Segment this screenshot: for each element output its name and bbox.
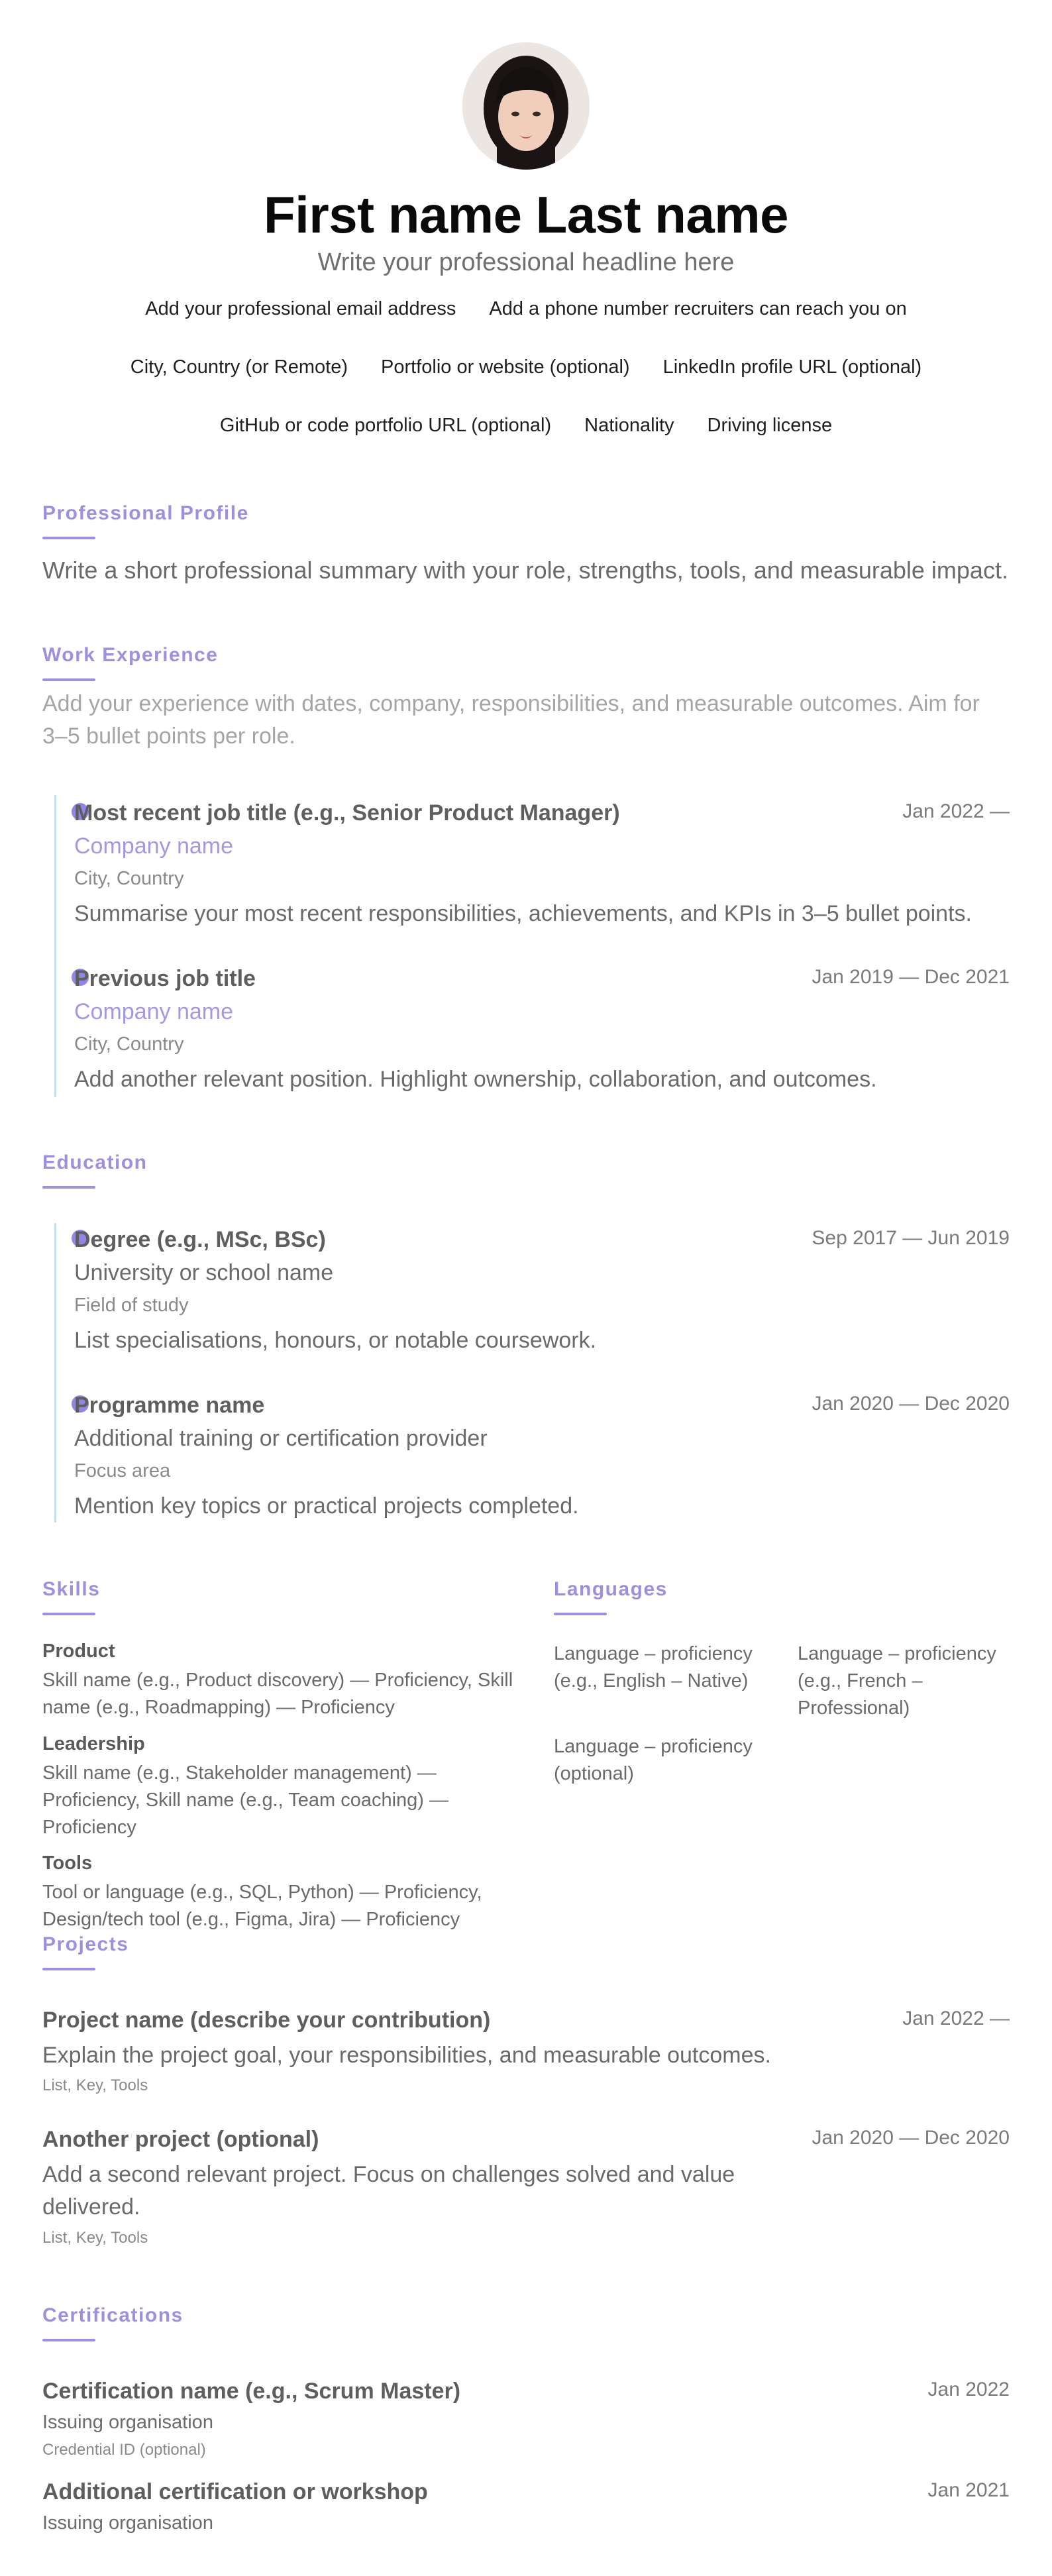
section-title-languages: Languages <box>554 1578 668 1600</box>
timeline-line <box>54 1223 56 1523</box>
skill-category-tools: Tools <box>42 1852 93 1874</box>
education-description: Mention key topics or practical projects completed. <box>74 1493 579 1519</box>
programme-title: Programme name <box>74 1393 265 1418</box>
section-divider <box>554 1613 607 1615</box>
avatar[interactable] <box>462 42 590 170</box>
focus-area: Focus area <box>74 1460 171 1481</box>
profile-summary[interactable]: Write a short professional summary with your role, strengths, tools, and measurable impact. <box>42 557 1008 584</box>
degree-title: Degree (e.g., MSc, BSc) <box>74 1227 326 1252</box>
field-of-study: Field of study <box>74 1295 189 1316</box>
company-name: Company name <box>74 833 234 859</box>
job-description: Summarise your most recent responsibilities, achievements, and KPIs in 3–5 bullet points. <box>74 901 972 926</box>
skill-list-tools[interactable]: Tool or language (e.g., SQL, Python) — Proficiency, Design/tech tool (e.g., Figma, Jira) — Proficiency <box>42 1882 482 1931</box>
language-item[interactable]: Language – proficiency (optional) <box>554 1736 753 1785</box>
job-location: City, Country <box>74 1034 184 1055</box>
contact-row-1 <box>0 298 1052 320</box>
phone-field[interactable]: Add a phone number recruiters can reach you on <box>489 298 907 319</box>
language-item[interactable]: Language – proficiency (e.g., English – Native) <box>554 1643 753 1692</box>
education-dates: Jan 2020 — Dec 2020 <box>812 1393 1010 1415</box>
section-title-experience: Work Experience <box>42 644 219 666</box>
project-title: Another project (optional) <box>42 2127 319 2152</box>
project-dates: Jan 2022 — <box>902 2008 1010 2029</box>
job-dates: Jan 2022 — <box>902 800 1010 822</box>
job-title: Most recent job title (e.g., Senior Product Manager) <box>74 800 620 826</box>
skill-category-leadership: Leadership <box>42 1733 145 1754</box>
project-dates: Jan 2020 — Dec 2020 <box>812 2127 1010 2149</box>
company-name: Company name <box>74 999 234 1024</box>
education-description: List specialisations, honours, or notable coursework. <box>74 1328 597 1353</box>
language-item[interactable]: Language – proficiency (e.g., French – Professional) <box>798 1643 996 1719</box>
credential-id: Credential ID (optional) <box>42 2441 206 2459</box>
professional-headline: Write your professional headline here <box>317 248 735 276</box>
linkedin-link[interactable]: LinkedIn profile URL (optional) <box>662 356 922 378</box>
experience-intro: Add your experience with dates, company, responsibilities, and measurable outcomes. Aim for 3–5 bullet points per role. <box>42 691 980 749</box>
job-description: Add another relevant position. Highlight ownership, collaboration, and outcomes. <box>74 1067 877 1092</box>
education-dates: Sep 2017 — Jun 2019 <box>812 1227 1010 1249</box>
project-title: Project name (describe your contribution) <box>42 2008 491 2033</box>
project-tags: List, Key, Tools <box>42 2229 148 2247</box>
certification-title: Additional certification or workshop <box>42 2479 428 2504</box>
job-title: Previous job title <box>74 966 256 991</box>
project-description: Explain the project goal, your responsibilities, and measurable outcomes. <box>42 2043 771 2068</box>
institution-name: University or school name <box>74 1260 334 1285</box>
section-divider <box>42 1186 95 1189</box>
full-name: First name Last name <box>264 186 788 244</box>
portfolio-link[interactable]: Portfolio or website (optional) <box>381 356 630 378</box>
section-divider <box>42 678 95 681</box>
issuing-organisation: Issuing organisation <box>42 2512 213 2534</box>
section-divider <box>42 537 95 539</box>
certification-title: Certification name (e.g., Scrum Master) <box>42 2379 461 2404</box>
section-divider <box>42 2339 95 2341</box>
project-tags: List, Key, Tools <box>42 2076 148 2094</box>
driving-license-field[interactable]: Driving license <box>707 415 833 436</box>
job-dates: Jan 2019 — Dec 2021 <box>812 966 1010 988</box>
job-location: City, Country <box>74 868 184 889</box>
section-title-certifications: Certifications <box>42 2304 184 2326</box>
github-link[interactable]: GitHub or code portfolio URL (optional) <box>219 415 552 436</box>
certification-date: Jan 2021 <box>927 2479 1010 2501</box>
avatar-portrait-image <box>462 42 590 170</box>
project-description: Add a second relevant project. Focus on challenges solved and value delivered. <box>42 2162 735 2220</box>
institution-name: Additional training or certification provider <box>74 1426 488 1451</box>
section-divider <box>42 1613 95 1615</box>
section-title-education: Education <box>42 1152 148 1173</box>
section-title-skills: Skills <box>42 1578 101 1600</box>
skill-list-leadership[interactable]: Skill name (e.g., Stakeholder management) — Proficiency, Skill name (e.g., Team coaching) — Proficiency <box>42 1762 449 1839</box>
email-field[interactable]: Add your professional email address <box>145 298 456 319</box>
contact-row-2 <box>0 356 1052 378</box>
nationality-field[interactable]: Nationality <box>584 415 674 436</box>
timeline-line <box>54 795 56 1097</box>
skill-category-product: Product <box>42 1640 115 1662</box>
contact-row-3 <box>0 415 1052 437</box>
certification-date: Jan 2022 <box>927 2379 1010 2400</box>
issuing-organisation: Issuing organisation <box>42 2412 213 2433</box>
section-title-profile: Professional Profile <box>42 502 249 524</box>
section-title-projects: Projects <box>42 1933 129 1955</box>
location-field[interactable]: City, Country (or Remote) <box>130 356 348 378</box>
skill-list-product[interactable]: Skill name (e.g., Product discovery) — Proficiency, Skill name (e.g., Roadmapping) — Proficiency <box>42 1670 513 1719</box>
section-divider <box>42 1968 95 1970</box>
